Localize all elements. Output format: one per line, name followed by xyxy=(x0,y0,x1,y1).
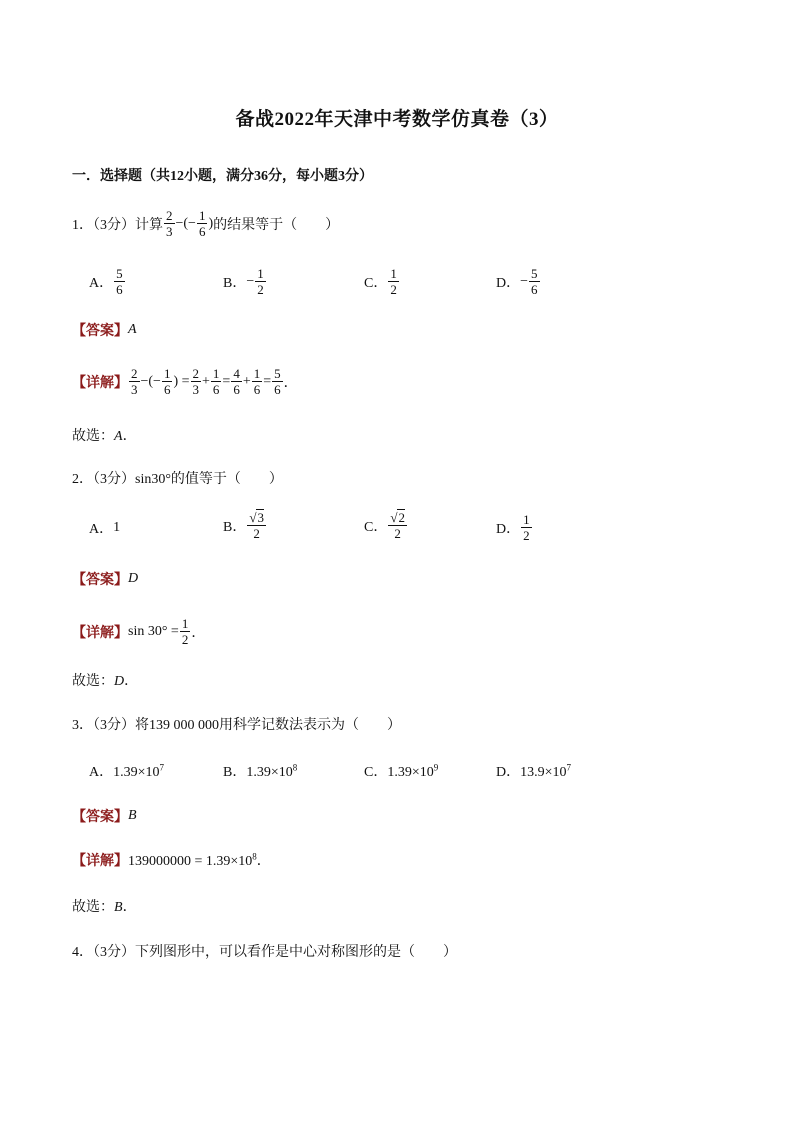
question-2-option-a: A． 1 xyxy=(89,520,121,537)
question-1-option-b: B． − $\frac{1}{2}$ xyxy=(223,266,264,297)
question-2-option-c: C． $\frac{√2}{2}$ xyxy=(364,510,405,541)
question-1-option-d: D． − $\frac{5}{6}$ xyxy=(496,266,538,297)
question-3-detail: 【详解】$139000000 = 1.39\times 10^8$． xyxy=(72,851,271,869)
question-3-choose: 故选：B． xyxy=(72,900,137,915)
page-title: 备战2022年天津中考数学仿真卷（3） xyxy=(235,109,559,130)
fraction: $\frac{1}{6}$ xyxy=(198,208,206,239)
question-1-answer: 【答案】 A xyxy=(72,322,137,339)
question-2-detail: 【详解】 sin 30° = $\frac{1}{2}$ ． xyxy=(72,616,206,647)
fraction: $\frac{5}{6}$ xyxy=(531,266,538,297)
fraction: $\frac{1}{2}$ xyxy=(257,266,264,297)
question-2-option-d: D． $\frac{1}{2}$ xyxy=(496,512,530,543)
question-2-choose: 故选：D． xyxy=(72,674,139,689)
fraction: $\frac{5}{6}$ xyxy=(116,266,123,297)
question-2-stem: 2．（3分）sin30°的值等于（ ） xyxy=(72,472,283,487)
question-1-stem: 1．（3分）计算 $\frac{2}{3}$ −(− $\frac{1}{6}$ ) 的结果等于（ ） xyxy=(72,208,340,239)
fraction: $\frac{1}{2}$ xyxy=(390,266,397,297)
question-2-answer: 【答案】 D xyxy=(72,571,139,588)
fraction: $\frac{1}{2}$ xyxy=(523,512,530,543)
question-3-option-c: C．$1.39\times 10^9$ xyxy=(364,762,439,780)
question-4-stem: 4．（3分）下列图形中，可以看作是中心对称图形的是（ ） xyxy=(72,945,457,960)
question-2-option-b: B． $\frac{√3}{2}$ xyxy=(223,510,264,541)
question-1-number: 1．（3分）计算 xyxy=(72,217,163,233)
question-3-answer: 【答案】 B xyxy=(72,808,137,825)
fraction: $\frac{2}{3}$ xyxy=(166,208,173,239)
question-3-option-d: D．$13.9\times 10^7$ xyxy=(496,762,572,780)
question-1-option-c: C． $\frac{1}{2}$ xyxy=(364,266,397,297)
section-heading: 一．选择题（共12小题，满分36分，每小题3分） xyxy=(72,169,373,184)
question-1-choose: 故选：A． xyxy=(72,429,137,444)
question-1-detail: 【详解】 $\frac{2}{3}$ −(− $\frac{1}{6}$ ) = $\frac{2}{3}$ + $\frac{1}{6}$ = $\frac{4}{6}$ + $\frac{1}{6}$ = $\frac{5}{6}$ ． xyxy=(72,366,298,397)
question-1-stem-tail: 的结果等于（ ） xyxy=(213,217,340,233)
question-1-option-a: A． $\frac{5}{6}$ xyxy=(89,266,123,297)
question-3-stem: 3．（3分）将139 000 000用科学记数法表示为（ ） xyxy=(72,718,401,733)
question-3-option-a: A．$1.39\times 10^7$ xyxy=(89,762,165,780)
fraction: $\frac{√2}{2}$ xyxy=(390,510,405,541)
question-3-option-b: B．$1.39\times 10^8$ xyxy=(223,762,298,780)
fraction: $\frac{√3}{2}$ xyxy=(249,510,264,541)
